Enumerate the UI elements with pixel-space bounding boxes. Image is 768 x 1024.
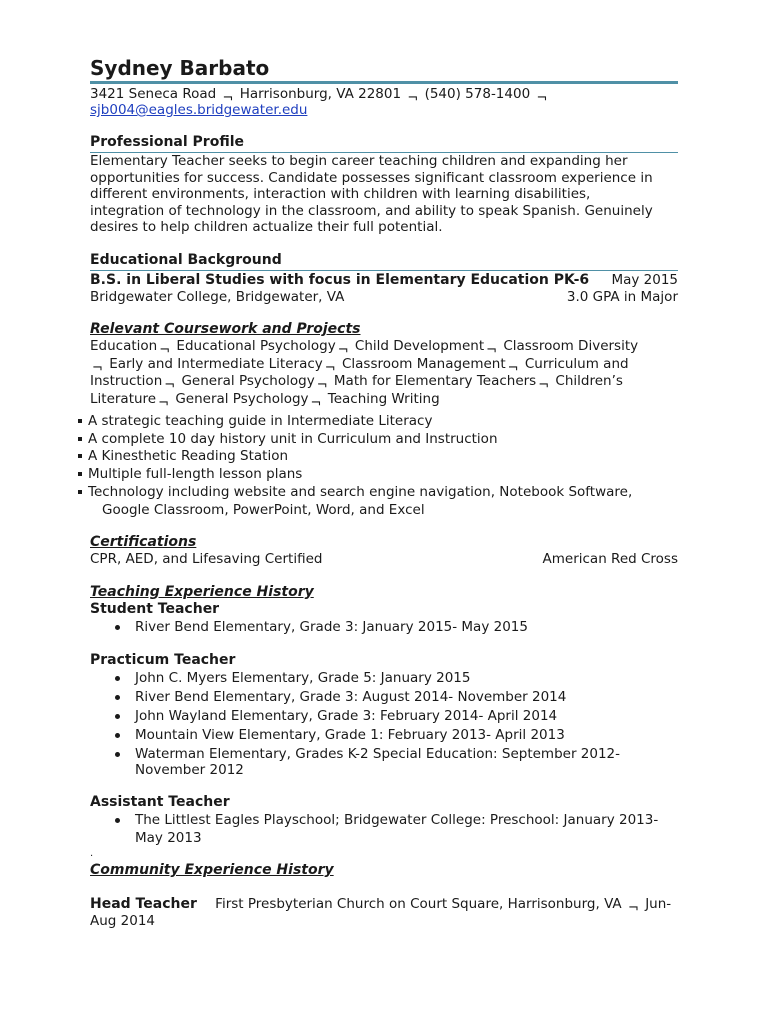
bullet-icon	[115, 733, 120, 738]
city: Harrisonburg, VA 22801	[239, 86, 402, 102]
square-bullet-icon	[78, 419, 82, 423]
coursework-heading: Relevant Coursework and Projects	[90, 321, 361, 337]
square-bullet-icon	[78, 490, 82, 494]
profile-line: opportunities for success. Candidate possesses significant classroom experience in	[90, 169, 653, 186]
email-link[interactable]: sjb004@eagles.bridgewater.edu	[90, 102, 308, 118]
profile-line: different environments, interaction with children with learning disabilities,	[90, 186, 591, 203]
bullet-icon	[115, 714, 120, 719]
list-item: John Wayland Elementary, Grade 3: February 2014- April 2014	[135, 708, 558, 724]
list-item	[78, 413, 632, 431]
list-item	[78, 466, 632, 484]
square-bullet-icon	[78, 437, 82, 441]
profile-line: integration of technology in the classroom, and ability to speak Spanish. Genuinely	[90, 202, 653, 219]
separator-mark: ¬	[310, 395, 322, 411]
course: Literature	[90, 390, 157, 407]
course: Children’s	[555, 373, 623, 390]
list-item: River Bend Elementary, Grade 3: January 2015- May 2015	[135, 619, 528, 635]
course: Education	[90, 338, 158, 354]
coursework-line	[90, 338, 638, 356]
profile-line: Elementary Teacher seeks to begin career teaching children and expanding her	[90, 153, 628, 169]
list-item-continued: May 2013	[135, 830, 202, 846]
course: General Psychology	[175, 390, 309, 407]
separator-mark: ¬	[337, 343, 349, 358]
head-teacher-date-continued: Aug 2014	[90, 913, 156, 929]
separator-mark: ¬	[316, 378, 328, 394]
student-teacher-title: Student Teacher	[90, 601, 220, 617]
coursework-line	[90, 373, 638, 394]
project-text: Multiple full-length lesson plans	[88, 466, 303, 483]
separator-mark: ¬	[538, 378, 550, 394]
community-heading: Community Experience History	[90, 862, 334, 878]
bullet-icon	[115, 752, 120, 757]
list-item	[78, 448, 632, 466]
coursework-list	[90, 338, 639, 411]
list-item: The Littlest Eagles Playschool; Bridgewater College: Preschool: January 2013-	[135, 812, 659, 828]
project-text: A complete 10 day history unit in Curriculum and Instruction	[88, 430, 498, 447]
course: Instruction	[90, 373, 163, 390]
course: Teaching Writing	[327, 390, 440, 407]
project-text: A Kinesthetic Reading Station	[88, 448, 289, 465]
separator-mark: ¬	[627, 901, 639, 916]
coursework-line	[90, 391, 638, 409]
project-text: Technology including website and search engine navigation, Notebook Software,	[88, 483, 633, 500]
degree: B.S. in Liberal Studies with focus in Elementary Education PK-6	[90, 272, 590, 288]
head-teacher-title: Head Teacher	[90, 896, 197, 912]
assistant-teacher-title: Assistant Teacher	[90, 794, 230, 810]
coursework-line	[90, 356, 638, 374]
teaching-heading: Teaching Experience History	[90, 584, 314, 600]
head-teacher-date: Jun-	[645, 896, 672, 912]
list-item	[78, 484, 632, 502]
head-teacher-entry	[90, 896, 678, 914]
list-item: Waterman Elementary, Grades K-2 Special Education: September 2012-	[135, 746, 621, 762]
list-item-continued: Google Classroom, PowerPoint, Word, and Excel	[102, 501, 425, 518]
gpa: 3.0 GPA in Major	[566, 289, 678, 305]
address: 3421 Seneca Road	[90, 86, 217, 102]
degree-date: May 2015	[611, 272, 678, 288]
contact-line	[90, 86, 549, 106]
candidate-name: Sydney Barbato	[90, 56, 270, 80]
certification-org: American Red Cross	[542, 551, 678, 567]
separator-mark: ¬	[536, 91, 548, 106]
profile-text	[90, 153, 653, 236]
header-divider	[90, 81, 678, 84]
list-item: River Bend Elementary, Grade 3: August 2014- November 2014	[135, 689, 567, 705]
list-item: John C. Myers Elementary, Grade 5: January 2015	[135, 670, 471, 686]
head-teacher-detail: First Presbyterian Church on Court Square, Harrisonburg, VA	[215, 896, 622, 912]
bullet-icon	[115, 625, 120, 630]
bullet-icon	[115, 676, 120, 681]
list-item	[78, 431, 632, 449]
project-text: A strategic teaching guide in Intermediate Literacy	[88, 413, 433, 429]
phone: (540) 578-1400	[424, 86, 531, 102]
course: Classroom Management	[341, 355, 506, 372]
profile-heading: Professional Profile	[90, 134, 244, 150]
practicum-teacher-title: Practicum Teacher	[90, 652, 236, 668]
square-bullet-icon	[78, 454, 82, 458]
separator-mark: ¬	[158, 395, 170, 411]
projects-list	[78, 413, 632, 519]
separator-mark: ¬	[92, 360, 103, 376]
separator-mark: ¬	[324, 360, 336, 376]
separator-mark: ¬	[222, 91, 234, 106]
certifications-heading: Certifications	[90, 534, 197, 550]
separator-mark: ¬	[507, 360, 519, 376]
profile-line: desires to help children actualize their full potential.	[90, 219, 443, 236]
course: Math for Elementary Teachers	[333, 373, 537, 390]
course: Early and Intermediate Literacy	[109, 355, 323, 372]
separator-mark: ¬	[164, 378, 176, 394]
separator-mark: ¬	[486, 343, 498, 358]
bullet-icon	[115, 695, 120, 700]
square-bullet-icon	[78, 472, 82, 476]
school: Bridgewater College, Bridgewater, VA	[90, 289, 345, 305]
course: Child Development	[354, 338, 485, 354]
certification-item: CPR, AED, and Lifesaving Certified	[90, 551, 323, 567]
course: General Psychology	[181, 373, 315, 390]
education-heading: Educational Background	[90, 252, 282, 268]
list-item: Mountain View Elementary, Grade 1: February 2013- April 2013	[135, 727, 565, 743]
education-divider	[90, 270, 678, 271]
separator-mark: ¬	[407, 91, 419, 106]
bullet-icon	[115, 818, 120, 823]
list-item-continued: November 2012	[135, 762, 244, 778]
stray-mark: .	[90, 848, 94, 859]
course: Curriculum and	[524, 355, 629, 372]
course: Educational Psychology	[176, 338, 336, 354]
course: Classroom Diversity	[503, 338, 639, 354]
separator-mark: ¬	[159, 343, 171, 358]
